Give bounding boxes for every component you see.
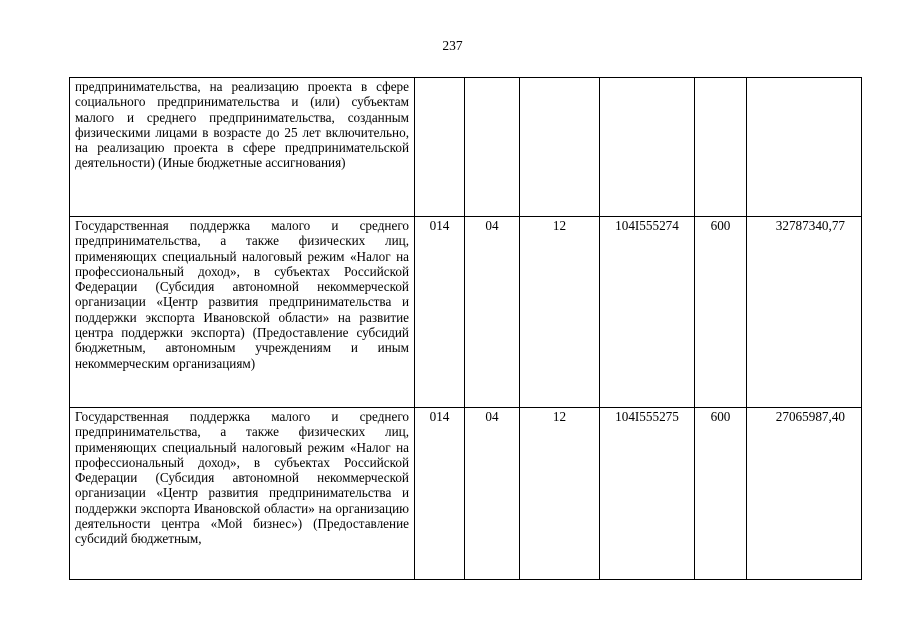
row-target-article (600, 78, 695, 217)
row-target-article: 104I555274 (600, 217, 695, 408)
row-name: предпринимательства, на реализацию проекта в сфере социального предпринимательства и (или) субъектам малого и среднего предпринимательства, созданным физическими лицами в возрасте до 25 лет включительно, на реализацию проекта в сфере предпринимательской деятельности) (Иные бюджетные ассигнования) (70, 78, 415, 217)
row-expense-type: 600 (695, 217, 747, 408)
row-amount: 27065987,40 (747, 408, 862, 580)
row-section-code: 04 (465, 408, 520, 580)
row-subsection-code: 12 (520, 217, 600, 408)
table-row (70, 78, 862, 217)
budget-table (69, 77, 862, 580)
row-expense-type (695, 78, 747, 217)
row-expense-type: 600 (695, 408, 747, 580)
row-ministry-code: 014 (415, 408, 465, 580)
row-subsection-code (520, 78, 600, 217)
row-ministry-code (415, 78, 465, 217)
row-target-article: 104I555275 (600, 408, 695, 580)
row-amount: 32787340,77 (747, 217, 862, 408)
row-name: Государственная поддержка малого и среднего предпринимательства, а также физических лиц, применяющих специальный налоговый режим «Налог на профессиональный доход», в субъектах Российской Федерации (Субсидия автономной некоммерческой организации «Центр развития предпринимательства и поддержки экспорта Ивановской области» на развитие центра поддержки экспорта) (Предоставление субсидий бюджетным, автономным учреждениям и иным некоммерческим организациям) (70, 217, 415, 408)
table-row (70, 408, 862, 580)
page-number: 237 (442, 38, 463, 53)
table-row (70, 217, 862, 408)
row-amount (747, 78, 862, 217)
row-subsection-code: 12 (520, 408, 600, 580)
row-name: Государственная поддержка малого и среднего предпринимательства, а также физических лиц, применяющих специальный налоговый режим «Налог на профессиональный доход», в субъектах Российской Федерации (Субсидия автономной некоммерческой организации «Центр развития предпринимательства и поддержки экспорта Ивановской области» на организацию деятельности центра «Мой бизнес») (Предоставление субсидий бюджетным, (70, 408, 415, 580)
row-section-code (465, 78, 520, 217)
row-section-code: 04 (465, 217, 520, 408)
row-ministry-code: 014 (415, 217, 465, 408)
